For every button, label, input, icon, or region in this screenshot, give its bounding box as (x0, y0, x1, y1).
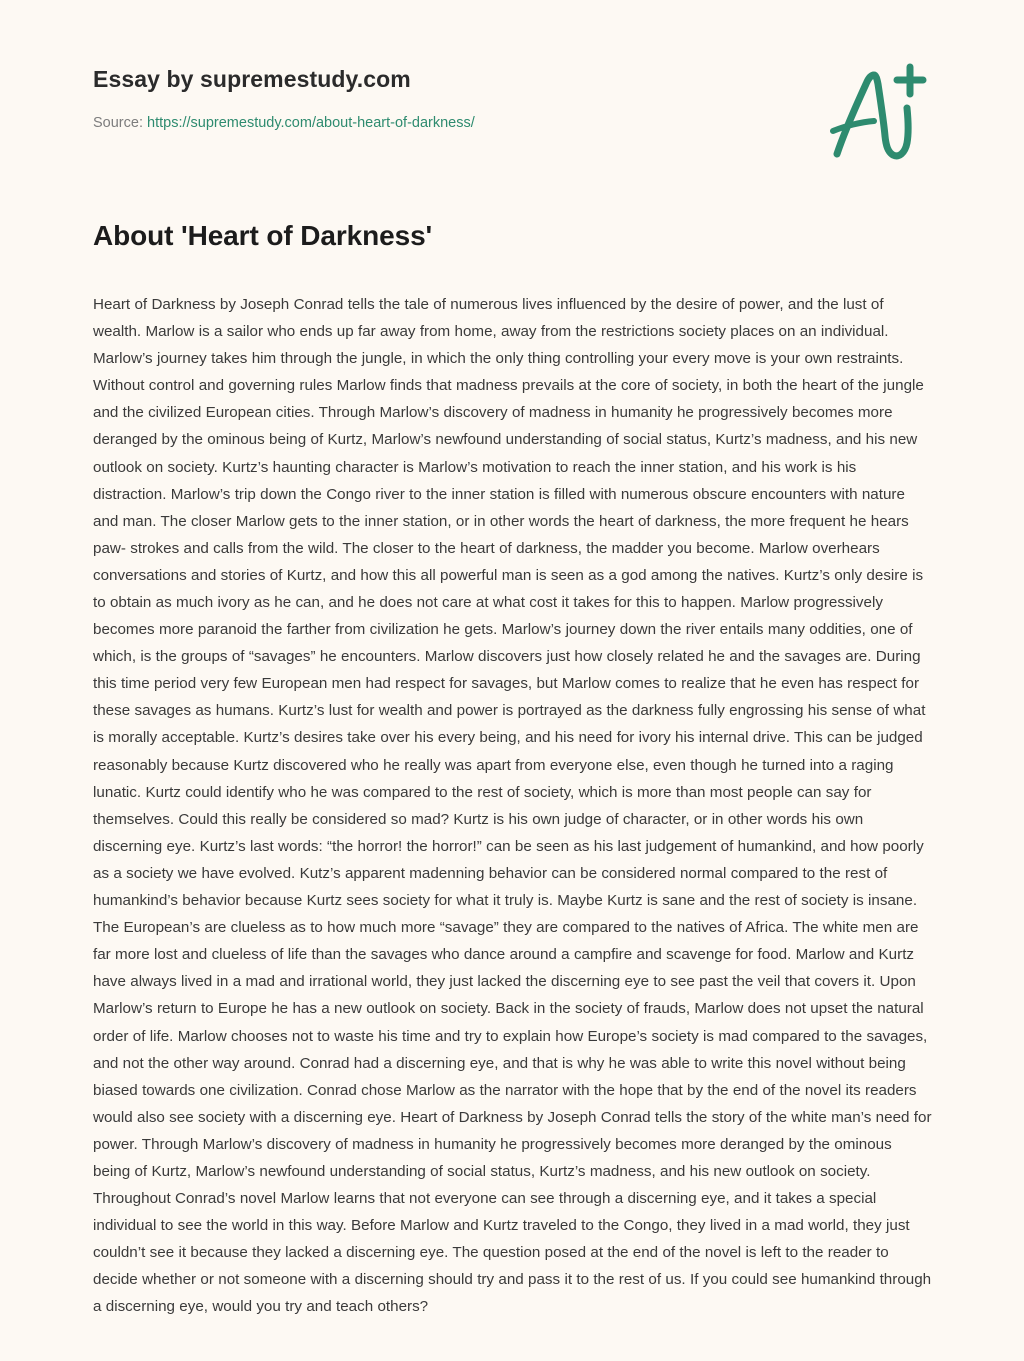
source-label: Source: (93, 114, 143, 131)
source-url-link[interactable]: https://supremestudy.com/about-heart-of-darkness/ (147, 114, 475, 131)
essay-attribution: Essay by supremestudy.com (93, 66, 411, 92)
source-row (93, 115, 931, 132)
page-header (93, 0, 931, 132)
essay-body-text: Heart of Darkness by Joseph Conrad tells the tale of numerous lives influenced by the desire of power, and the lust of wealth. Marlow is a sailor who ends up far away from home, away from the restrictions society places on an individual. Marlow’s journey takes him through the jungle, in which the only thing controlling your every move is your own restraints. Without control and governing rules Marlow finds that madness prevails at the core of society, in both the heart of the jungle and the civilized European cities. Through Marlow’s discovery of madness in humanity he progressively becomes more deranged by the ominous being of Kurtz, Marlow’s newfound understanding of social status, Kurtz’s madness, and his new outlook on society. Kurtz’s haunting character is Marlow’s motivation to reach the inner station, and his work is his distraction. Marlow’s trip down the Congo river to the inner station is filled with numerous obscure encounters with nature and man. The closer Marlow gets to the inner station, or in other words the heart of darkness, the more frequent he hears paw- strokes and calls from the wild. The closer to the heart of darkness, the madder you become. Marlow overhears conversations and stories of Kurtz, and how this all powerful man is seen as a god among the natives. Kurtz’s only desire is to obtain as much ivory as he can, and he does not care at what cost it takes for this to happen. Marlow progressively becomes more paranoid the farther from civilization he gets. Marlow’s journey down the river entails many oddities, one of which, is the groups of “savages” he encounters. Marlow discovers just how closely related he and the savages are. During this time period very few European men had respect for savages, but Marlow comes to realize that he even has respect for these savages as humans. Kurtz’s lust for wealth and power is portrayed as the darkness fully engrossing his sense of what is morally acceptable. Kurtz’s desires take over his every being, and his need for ivory his internal drive. This can be judged reasonably because Kurtz discovered who he really was apart from everyone else, even though he turned into a raging lunatic. Kurtz could identify who he was compared to the rest of society, which is more than most people can say for themselves. Could this really be considered so mad? Kurtz is his own judge of character, or in other words his own discerning eye. Kurtz’s last words: “the horror! the horror!” can be seen as his last judgement of humankind, and how poorly as a society we have evolved. Kutz’s apparent madenning behavior can be considered normal compared to the rest of humankind’s behavior because Kurtz sees society for what it truly is. Maybe Kurtz is sane and the rest of society is insane. The European’s are clueless as to how much more “savage” they are compared to the natives of Africa. The white men are far more lost and clueless of life than the savages who dance around a campfire and scavenge for food. Marlow and Kurtz have always lived in a mad and irrational world, they just lacked the discerning eye to see past the veil that covers it. Upon Marlow’s return to Europe he has a new outlook on society. Back in the society of frauds, Marlow does not upset the natural order of life. Marlow chooses not to waste his time and try to explain how Europe’s society is mad compared to the savages, and not the other way around. Conrad had a discerning eye, and that is why he was able to write this novel without being biased towards one civilization. Conrad chose Marlow as the narrator with the hope that by the end of the novel its readers would also see society with a discerning eye. Heart of Darkness by Joseph Conrad tells the story of the white man’s need for power. Through Marlow’s discovery of madness in humanity he progressively becomes more deranged by the ominous being of Kurtz, Marlow’s newfound understanding of social status, Kurtz’s madness, and his new outlook on society. Throughout Conrad’s novel Marlow learns that not everyone can see through a discerning eye, and it takes a special individual to see the world in this way. Before Marlow and Kurtz traveled to the Congo, they lived in a mad world, they just couldn’t see it because they lacked a discerning eye. The question posed at the end of the novel is left to the reader to decide whether or not someone with a discerning should try and pass it to the rest of us. If you could see humankind through a discerning eye, would you try and teach others? (93, 295, 932, 1316)
a-plus-logo-icon (819, 58, 939, 168)
page-title: About 'Heart of Darkness' (93, 219, 433, 251)
